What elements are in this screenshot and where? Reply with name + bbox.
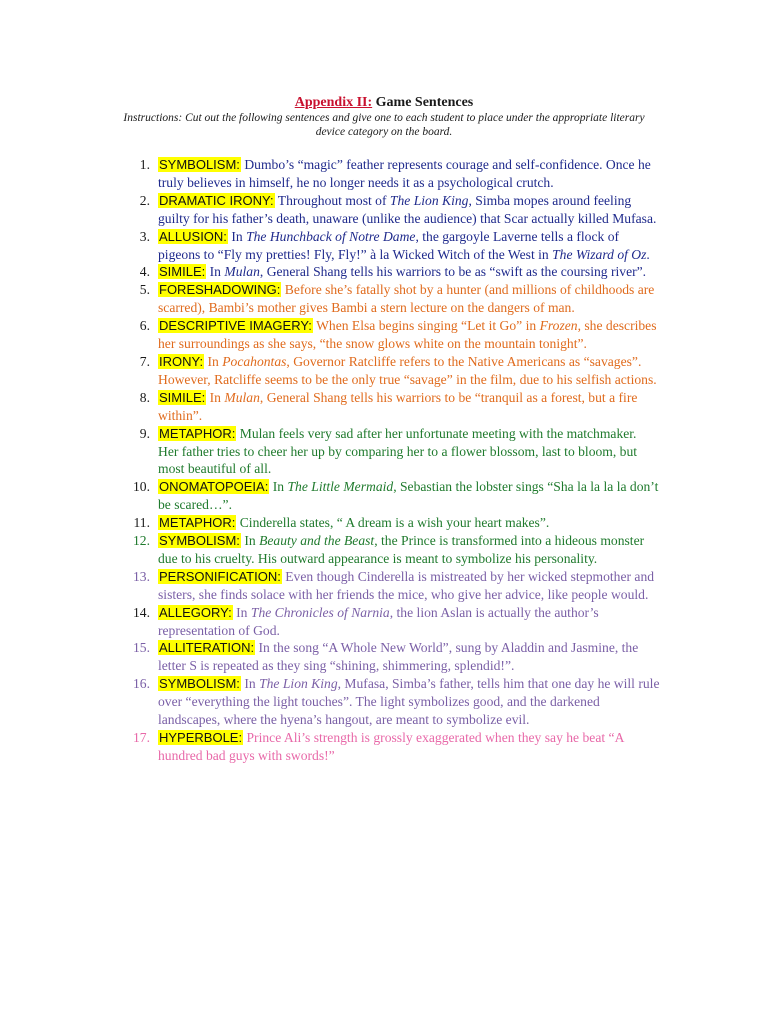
category-highlight: ALLITERATION:: [159, 640, 255, 656]
item-body-post: , she describes her surroundings as she says, “the snow glows white on the mountain tonight”.: [158, 318, 657, 352]
work-title: Mulan: [224, 264, 260, 280]
item-number: 9.: [139, 425, 150, 441]
work-title: Mulan: [224, 389, 260, 405]
list-item: [120, 317, 660, 353]
item-body: In the song “A Whole New World”, sung by Aladdin and Jasmine, the letter S is repeated as they sing “shining, shimmering, splendid!”.: [158, 640, 639, 674]
appendix-label: Appendix II:: [294, 95, 373, 110]
work-title: Frozen: [539, 318, 578, 334]
item-number: 7.: [139, 353, 150, 369]
item-number: 4.: [139, 264, 150, 280]
item-body-pre: In: [244, 533, 260, 549]
item-body-pre: In: [244, 676, 260, 692]
item-body: Dumbo’s “magic” feather represents courage and self-confidence. Once he truly believes in himself, he no longer needs it as a psychological crutch.: [158, 157, 651, 190]
item-body-post: .: [646, 246, 650, 262]
work-title: The Wizard of Oz: [552, 246, 647, 262]
item-number: 10.: [133, 479, 150, 495]
category-highlight: DRAMATIC IRONY:: [159, 192, 274, 208]
list-item: [120, 532, 660, 568]
appendix-title: Game Sentences: [375, 95, 474, 110]
category-highlight: SIMILE:: [159, 264, 206, 280]
item-body-post: , General Shang tells his warriors to be “tranquil as a forest, but a fire within”.: [158, 389, 638, 423]
category-highlight: SYMBOLISM:: [159, 533, 240, 549]
item-number: 3.: [139, 228, 150, 244]
item-number: 1.: [139, 157, 150, 172]
work-title: The Hunchback of Notre Dame: [246, 228, 416, 244]
page-title: [0, 94, 768, 112]
item-number: 2.: [139, 192, 150, 208]
item-number: 14.: [133, 604, 150, 620]
item-number: 6.: [139, 318, 150, 334]
list-item: [120, 425, 660, 479]
category-highlight: PERSONIFICATION:: [159, 568, 281, 584]
item-body: Prince Ali’s strength is grossly exaggerated when they say he beat “A hundred bad guys with swords!”: [158, 730, 624, 763]
item-body-post: , Sebastian the lobster sings “Sha la la la la don’t be scared…”.: [158, 479, 659, 513]
category-highlight: METAPHOR:: [159, 515, 236, 531]
item-body: Before she’s fatally shot by a hunter (and millions of childhoods are scarred), Bambi’s mother gives Bambi a stern lecture on the dangers of man.: [158, 282, 655, 316]
item-body-post: , the lion Aslan is actually the author’s representation of God.: [158, 604, 599, 638]
item-body-pre: In: [209, 264, 225, 280]
item-number: 17.: [133, 730, 150, 745]
item-body-pre: When Elsa begins singing “Let it Go” in: [316, 318, 540, 334]
item-body-post: , Governor Ratcliffe refers to the Native Americans as “savages”. However, Ratcliffe seems to be the only true “savage” in the film, due to his selfish actions.: [158, 353, 657, 387]
item-body-post: , Mufasa, Simba’s father, tells him that one day he will rule over “everything the light touches”. The light symbolizes good, and the darkened landscapes, where the hyena’s hangout, are meant to symbolize evil.: [158, 676, 660, 728]
category-highlight: SIMILE:: [159, 389, 206, 405]
list-item: [120, 389, 660, 425]
list-item: [120, 675, 660, 729]
work-title: Beauty and the Beast: [259, 533, 375, 549]
category-highlight: ALLUSION:: [159, 228, 227, 244]
category-highlight: FORESHADOWING:: [159, 282, 281, 298]
item-number: 12.: [133, 533, 150, 549]
instructions: Instructions: Cut out the following sentences and give one to each student to place under the appropriate literary device category on the board.: [123, 112, 645, 138]
list-item: [120, 478, 660, 514]
item-body-pre: In: [236, 604, 251, 620]
list-item: [120, 729, 660, 765]
work-title: The Little Mermaid: [287, 479, 394, 495]
item-number: 8.: [139, 389, 150, 405]
list-item: [120, 281, 660, 317]
item-body: Mulan feels very sad after her unfortunate meeting with the matchmaker. Her father tries to cheer her up by comparing her to a flower blossom, last to bloom, but most beautiful of all.: [158, 425, 638, 477]
item-body-post: , Simba mopes around feeling guilty for his father’s death, unaware (unlike the audience) that Scar actually killed Mufasa.: [158, 192, 657, 226]
list-item: [120, 263, 660, 281]
item-body: Even though Cinderella is mistreated by her wicked stepmother and sisters, she finds solace with her friends the mice, who give her advice, like people would.: [158, 568, 655, 602]
list-item: [120, 639, 660, 675]
item-number: 16.: [133, 676, 150, 692]
list-item: [120, 514, 660, 532]
list-item: [120, 568, 660, 604]
item-body-pre: In: [231, 228, 247, 244]
sentence-list: [120, 156, 660, 765]
item-body-pre: In: [272, 479, 288, 495]
category-highlight: DESCRIPTIVE IMAGERY:: [159, 318, 312, 334]
list-item: [120, 192, 660, 228]
item-body-pre: In: [207, 353, 223, 369]
item-body-pre: In: [209, 389, 225, 405]
item-body-post: , General Shang tells his warriors to be as “swift as the coursing river”.: [259, 264, 647, 280]
list-item: [120, 228, 660, 264]
item-body: Cinderella states, “ A dream is a wish your heart makes”.: [239, 515, 550, 531]
work-title: Pocahontas: [222, 353, 287, 369]
item-body-post: , the gargoyle Laverne tells a flock of pigeons to “Fly my pretties! Fly, Fly!” à la Wicked Witch of the West in: [158, 228, 620, 262]
work-title: The Chronicles of Narnia: [250, 604, 390, 620]
list-item: [120, 353, 660, 389]
item-number: 15.: [133, 640, 150, 656]
work-title: The Lion King: [389, 192, 469, 208]
item-body-pre: Throughout most of: [277, 192, 390, 208]
item-number: 11.: [133, 515, 150, 531]
item-body-post: , the Prince is transformed into a hideous monster due to his cruelty. His outward appearance is meant to symbolize his personality.: [158, 533, 645, 566]
category-highlight: HYPERBOLE:: [159, 730, 243, 745]
list-item: [120, 156, 660, 192]
category-highlight: ONOMATOPOEIA:: [159, 479, 269, 495]
category-highlight: SYMBOLISM:: [159, 676, 240, 692]
work-title: The Lion King: [259, 676, 338, 692]
item-number: 5.: [139, 282, 150, 298]
category-highlight: ALLEGORY:: [159, 604, 232, 620]
category-highlight: IRONY:: [159, 353, 204, 369]
category-highlight: SYMBOLISM:: [159, 157, 240, 172]
list-item: [120, 604, 660, 640]
category-highlight: METAPHOR:: [159, 425, 236, 441]
item-number: 13.: [133, 568, 150, 584]
